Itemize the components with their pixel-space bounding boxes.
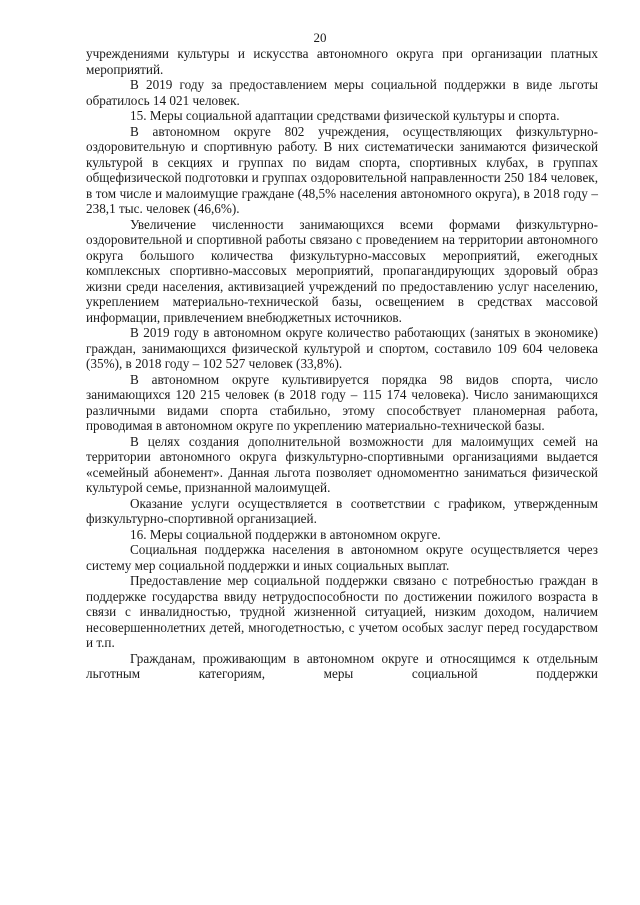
- paragraph: Предоставление мер социальной поддержки связано с потребностью граждан в поддержке государства ввиду нетрудоспособности по достижении пожилого возраста в связи с инвалидностью, трудной жизненной ситуацией, низким доходом, наличием несовершеннолетних детей, многодетностью, с учетом особых заслуг перед государством и т.п.: [86, 573, 598, 650]
- paragraph: В 2019 году в автономном округе количество работающих (занятых в экономике) граждан, занимающихся физической культурой и спортом, составило 109 604 человека (35%), в 2018 году – 102 527 человек (33,8%).: [86, 325, 598, 371]
- document-body: [86, 46, 598, 682]
- paragraph-cut: Гражданам, проживающим в автономном округе и относящимся к отдельным льготным категориям, меры социальной поддержки: [86, 650, 598, 681]
- section-heading-15: 15. Меры социальной адаптации средствами физической культуры и спорта.: [130, 108, 560, 123]
- paragraph: Оказание услуги осуществляется в соответствии с графиком, утвержденным физкультурно-спортивной организацией.: [86, 495, 598, 526]
- paragraph: В автономном округе культивируется порядка 98 видов спорта, число занимающихся 120 215 человек (в 2018 году – 115 174 человека). Число занимающихся различными видами спорта стабильно, этому способствует планомерная работа, проводимая в автономном округе по укреплению материально-технической базы.: [86, 371, 598, 433]
- paragraph: В целях создания дополнительной возможности для малоимущих семей на территории автономного округа физкультурно-спортивными организациями выдается «семейный абонемент». Данная льгота позволяет одномоментно заниматься физической культурой семье, признанной малоимущей.: [86, 433, 598, 495]
- paragraph: Социальная поддержка населения в автономном округе осуществляется через систему мер социальной поддержки и иных социальных выплат.: [86, 542, 598, 573]
- section-heading-16: 16. Меры социальной поддержки в автономном округе.: [130, 526, 441, 542]
- paragraph: В 2019 году за предоставлением меры социальной поддержки в виде льготы обратилось 14 021 человек.: [86, 77, 598, 108]
- page-number: 20: [313, 30, 327, 45]
- paragraph: В автономном округе 802 учреждения, осуществляющих физкультурно-оздоровительную и спортивную работу. В них систематически занимаются физической культурой в секциях и группах по видам спорта, спортивных клубах, в группах общефизической подготовки и группах оздоровительной направленности 250 184 человек, в том числе и малоимущие граждане (48,5% населения автономного округа), в 2018 году – 238,1 тыс. человек (46,6%).: [86, 123, 598, 216]
- paragraph-continuation: учреждениями культуры и искусства автономного округа при организации платных мероприятий.: [86, 46, 598, 77]
- paragraph: Увеличение численности занимающихся всеми формами физкультурно-оздоровительной и спортивной работы связано с проведением на территории автономного округа большого количества физкультурно-массовых мероприятий, ежегодных комплексных спортивно-массовых мероприятий, пропагандирующих здоровый образ жизни среди населения, активизацией учреждений по предоставлению услуг населению, укреплением материально-технической базы, освещением в средствах массовой информации, привлечением внебюджетных источников.: [86, 216, 598, 325]
